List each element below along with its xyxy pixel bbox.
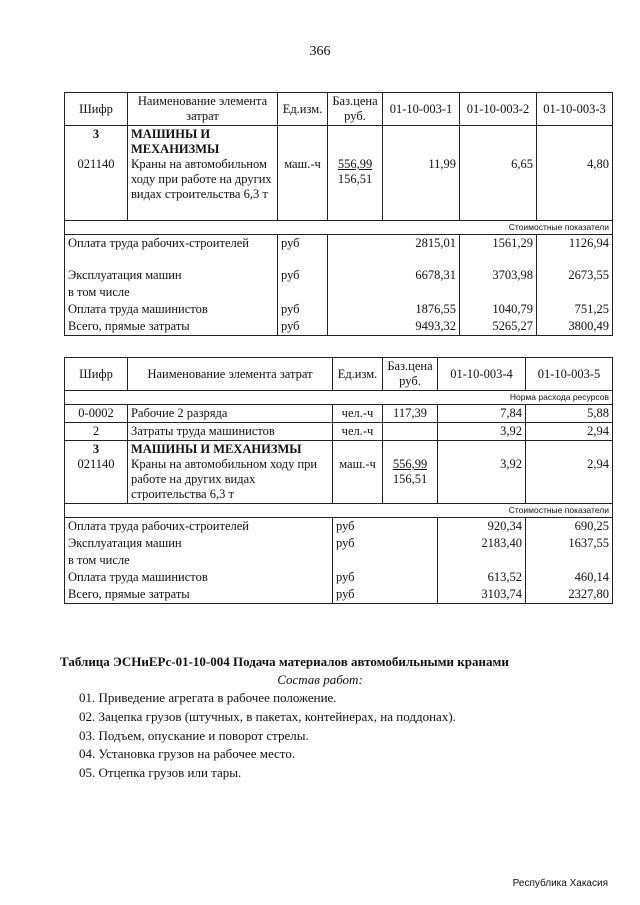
resource-price-1: 556,99	[392, 457, 428, 471]
row-code: 0-0002	[65, 405, 128, 423]
resource-value: 11,99	[428, 157, 456, 171]
cost-row-name: в том числе	[65, 284, 278, 301]
cost-row-value: 460,14	[526, 569, 613, 586]
resource-code: 021140	[77, 157, 115, 171]
cost-row-unit: руб	[278, 235, 328, 267]
cost-indicators-header: Стоимостные показатели	[65, 221, 613, 235]
row-name: Рабочие 2 разряда	[128, 405, 333, 423]
section-name: МАШИНЫ И МЕХАНИЗМЫ	[131, 442, 302, 456]
header-unit: Ед.изм.	[278, 93, 328, 126]
header-code: Шифр	[65, 93, 128, 126]
resource-price-2: 156,51	[392, 472, 428, 486]
header-name: Наименование элемента затрат	[128, 358, 333, 391]
cost-row-value: 1876,55	[328, 301, 460, 318]
cost-row-value: 2327,80	[526, 586, 613, 604]
cost-row-value: 9493,32	[328, 318, 460, 336]
header-col-3: 01-10-003-3	[537, 93, 613, 126]
cost-row-value: 613,52	[438, 569, 526, 586]
footer-region: Республика Хакасия	[512, 878, 608, 889]
cost-row-value: 3103,74	[438, 586, 526, 604]
cost-row-name: Эксплуатация машин	[65, 535, 333, 552]
cost-row-name: Эксплуатация машин	[65, 267, 278, 284]
header-unit: Ед.изм.	[333, 358, 383, 391]
work-step: 05. Отцепка грузов или тары.	[79, 765, 242, 780]
resource-price-2: 156,51	[337, 172, 373, 186]
section-code: 3	[92, 127, 100, 141]
cost-row-value: 2673,55	[537, 267, 613, 284]
cost-row-unit: руб	[333, 535, 438, 552]
cost-row-unit: руб	[333, 569, 438, 586]
cost-row-value: 1126,94	[537, 235, 613, 267]
cost-row-unit: руб	[278, 267, 328, 284]
cost-row-name: Оплата труда рабочих-строителей	[65, 235, 278, 267]
cost-row-value: 1040,79	[460, 301, 537, 318]
cost-row-unit: руб	[278, 318, 328, 336]
cost-row-value: 6678,31	[328, 267, 460, 284]
cost-row-value: 751,25	[537, 301, 613, 318]
header-base-price: Баз.цена руб.	[383, 358, 438, 391]
work-composition-heading: Состав работ:	[277, 672, 363, 687]
resource-unit: маш.-ч	[339, 457, 376, 471]
section-title: Таблица ЭСНиЕРс-01-10-004 Подача материалов автомобильными кранами	[60, 654, 509, 669]
header-code: Шифр	[65, 358, 128, 391]
section-name: МАШИНЫ И МЕХАНИЗМЫ	[131, 127, 220, 156]
row-price: 117,39	[383, 405, 438, 423]
cost-row-name: Оплата труда машинистов	[65, 301, 278, 318]
row-value: 2,94	[526, 423, 613, 441]
cost-row-value: 2815,01	[328, 235, 460, 267]
cost-row-name: Оплата труда рабочих-строителей	[65, 518, 333, 536]
cost-indicators-header: Стоимостные показатели	[65, 504, 613, 518]
resource-price-1: 556,99	[337, 157, 373, 171]
work-step: 02. Зацепка грузов (штучных, в пакетах, контейнерах, на поддонах).	[79, 709, 456, 724]
row-price	[383, 423, 438, 441]
header-col-4: 01-10-003-4	[438, 358, 526, 391]
cost-row-value: 2183,40	[438, 535, 526, 552]
resource-value: 4,80	[587, 157, 609, 171]
page-number: 366	[309, 44, 331, 59]
cost-row-value: 1561,29	[460, 235, 537, 267]
resource-table-2	[64, 357, 613, 604]
resource-unit: маш.-ч	[284, 157, 321, 171]
header-col-1: 01-10-003-1	[383, 93, 460, 126]
cost-row-name: Всего, прямые затраты	[65, 586, 333, 604]
cost-row-unit: руб	[333, 518, 438, 536]
cost-row-name: в том числе	[65, 552, 333, 569]
header-col-2: 01-10-003-2	[460, 93, 537, 126]
cost-row-unit: руб	[333, 586, 438, 604]
row-code: 2	[65, 423, 128, 441]
row-unit: чел.-ч	[333, 423, 383, 441]
resource-value: 3,92	[500, 457, 522, 471]
cost-row-value: 690,25	[526, 518, 613, 536]
resource-name: Краны на автомобильном ходу при работе на других видах строительства 6,3 т	[131, 157, 272, 201]
row-value: 3,92	[438, 423, 526, 441]
cost-row-value: 1637,55	[526, 535, 613, 552]
work-step: 03. Подъем, опускание и поворот стрелы.	[79, 728, 309, 743]
cost-row-value: 5265,27	[460, 318, 537, 336]
row-value: 5,88	[526, 405, 613, 423]
header-col-5: 01-10-003-5	[526, 358, 613, 391]
row-unit: чел.-ч	[333, 405, 383, 423]
resource-name: Краны на автомобильном ходу при работе на других видах строительства 6,3 т	[131, 457, 318, 501]
resource-table-1	[64, 92, 613, 336]
section-code: 3	[92, 442, 100, 456]
cost-row-value: 920,34	[438, 518, 526, 536]
cost-row-unit: руб	[278, 301, 328, 318]
header-name: Наименование элемента затрат	[128, 93, 278, 126]
row-value: 7,84	[438, 405, 526, 423]
header-base-price: Баз.цена руб.	[328, 93, 383, 126]
cost-row-value: 3800,49	[537, 318, 613, 336]
cost-row-name: Оплата труда машинистов	[65, 569, 333, 586]
resource-value: 2,94	[587, 457, 609, 471]
cost-row-name: Всего, прямые затраты	[65, 318, 278, 336]
resource-code: 021140	[77, 457, 115, 471]
work-step: 04. Установка грузов на рабочее место.	[79, 746, 296, 761]
cost-row-value: 3703,98	[460, 267, 537, 284]
resource-value: 6,65	[511, 157, 533, 171]
norm-header: Норма расхода ресурсов	[65, 391, 613, 405]
row-name: Затраты труда машинистов	[128, 423, 333, 441]
work-step: 01. Приведение агрегата в рабочее положение.	[79, 690, 337, 705]
